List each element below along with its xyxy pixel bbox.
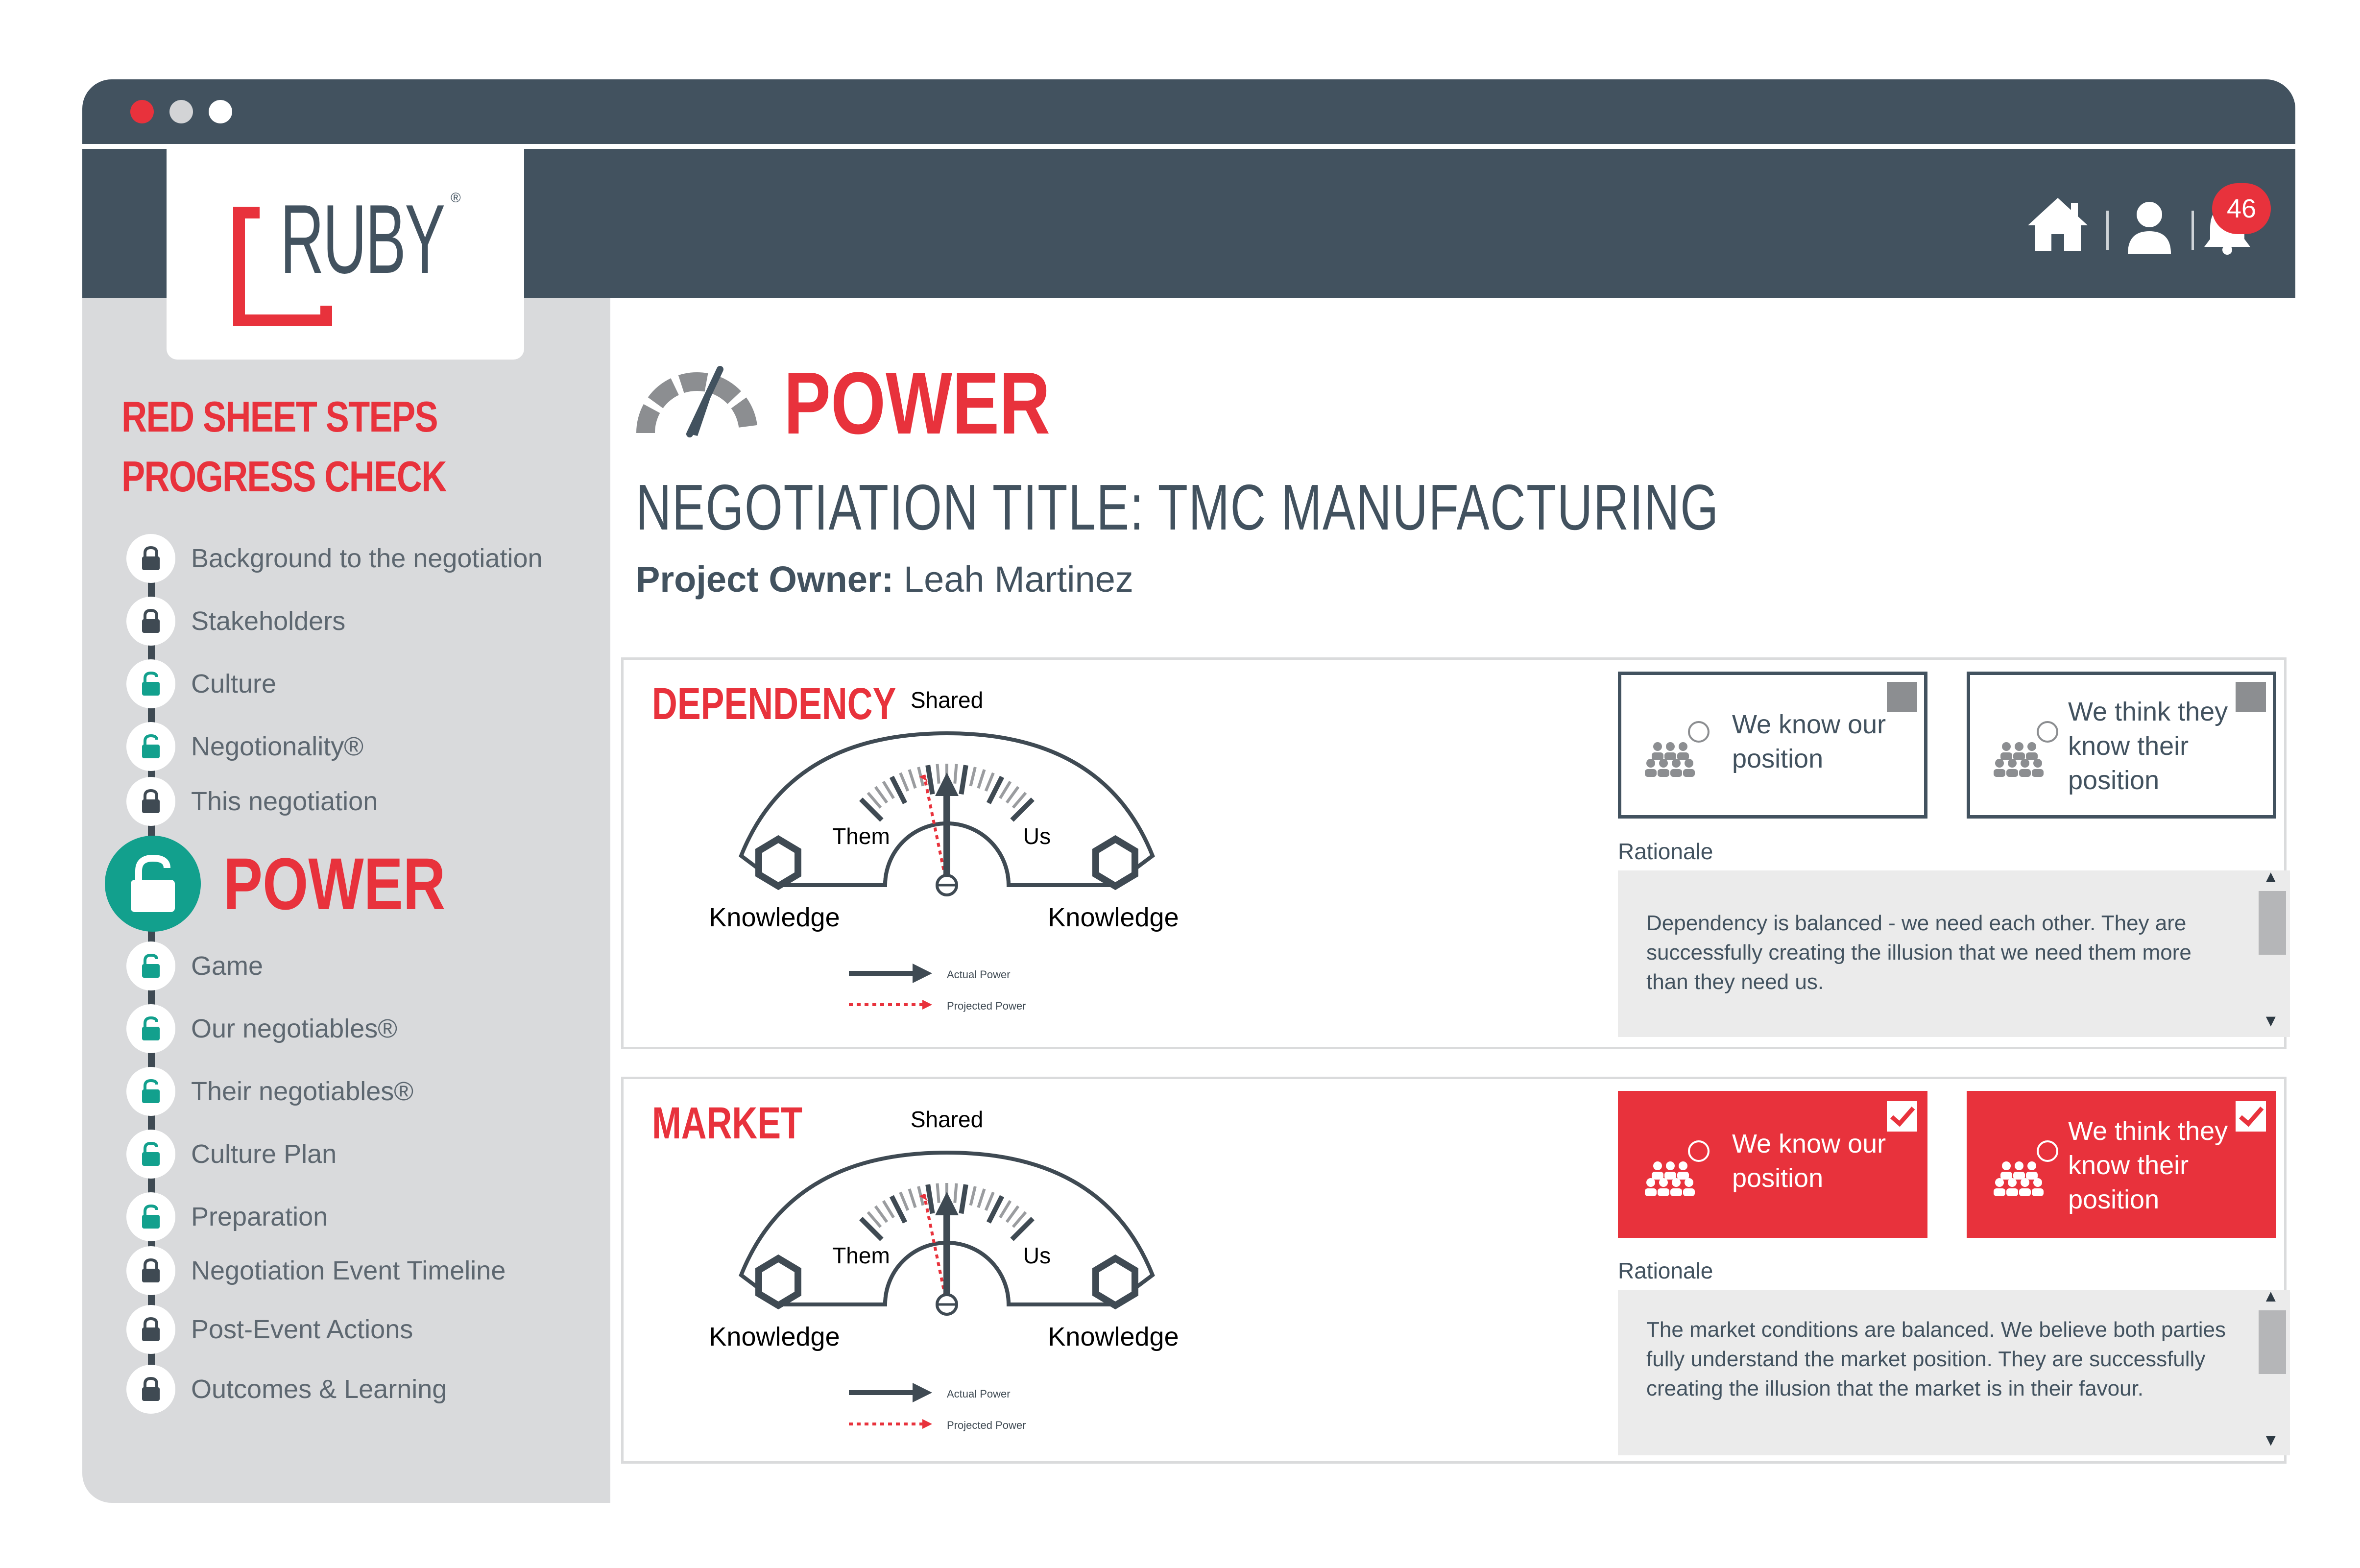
sidebar-step-label: Post-Event Actions xyxy=(191,1315,413,1344)
panel-title: MARKET xyxy=(652,1098,802,1148)
window-maximize-button[interactable] xyxy=(209,100,232,123)
sidebar-step-label: Culture Plan xyxy=(191,1139,337,1169)
gauge-right-knowledge: Knowledge xyxy=(1048,1322,1179,1351)
toggle-label: We think they know their position xyxy=(2068,1116,2228,1214)
power-factor-panel xyxy=(621,1077,2287,1464)
gauge-top-label: Shared xyxy=(910,687,984,713)
sidebar-step[interactable] xyxy=(126,1067,413,1116)
group-speech-icon xyxy=(1641,719,1710,778)
unlock-icon xyxy=(126,659,175,708)
lock-icon xyxy=(126,1365,175,1414)
projected-power-legend-arrow xyxy=(922,1419,932,1429)
they-know-their-position-toggle[interactable] xyxy=(1967,1091,2276,1238)
sidebar-step[interactable] xyxy=(126,941,263,990)
sidebar-step-current[interactable] xyxy=(105,836,501,932)
sidebar-step[interactable] xyxy=(126,1192,328,1241)
gauge-top-label: Shared xyxy=(910,1107,984,1132)
window-minimize-button[interactable] xyxy=(169,100,193,123)
unlock-icon xyxy=(126,1067,175,1116)
gauge-left-knowledge: Knowledge xyxy=(709,903,840,932)
notification-badge[interactable]: 46 xyxy=(2212,183,2271,234)
rationale-label: Rationale xyxy=(1618,839,1713,864)
we-know-our-position-toggle[interactable] xyxy=(1618,1091,1927,1238)
owner-label: Project Owner: xyxy=(636,559,894,600)
scrollbar-thumb[interactable] xyxy=(2259,891,2286,955)
sidebar-title-line2: PROGRESS CHECK xyxy=(121,452,446,501)
sidebar-step-label: Background to the negotiation xyxy=(191,544,543,573)
window-close-button[interactable] xyxy=(130,100,154,123)
lock-icon xyxy=(126,1246,175,1295)
sidebar-step-label: Game xyxy=(191,951,264,981)
titlebar-divider xyxy=(82,144,2295,149)
owner-name: Leah Martinez xyxy=(903,559,1133,600)
gauge-left-nut xyxy=(759,1258,798,1305)
scroll-down-arrow[interactable]: ▼ xyxy=(2263,1431,2279,1449)
scroll-up-arrow[interactable]: ▲ xyxy=(2263,1287,2279,1305)
sidebar-step-label: Their negotiables® xyxy=(191,1077,414,1106)
gauge-left-nut xyxy=(759,839,798,886)
sidebar-step-label: Stakeholders xyxy=(191,606,346,636)
unlock-icon xyxy=(126,941,175,990)
sidebar-step[interactable] xyxy=(126,777,378,826)
rationale-label: Rationale xyxy=(1618,1258,1713,1283)
sidebar-step[interactable] xyxy=(126,597,345,646)
gauge-left-label: Them xyxy=(832,1243,890,1268)
sidebar-step-label: POWER xyxy=(223,842,446,925)
toggle-label: We think they know their position xyxy=(2068,697,2228,795)
sidebar-step[interactable] xyxy=(126,534,543,583)
window-titlebar xyxy=(82,79,2295,144)
gauge-icon xyxy=(636,355,758,438)
unlock-icon xyxy=(126,722,175,771)
lock-icon xyxy=(126,534,175,583)
rationale-textarea[interactable] xyxy=(1618,870,2290,1037)
gauge-left-label: Them xyxy=(832,823,890,849)
group-speech-icon xyxy=(1990,1138,2058,1197)
gauge-tick xyxy=(955,764,956,784)
sidebar-step-label: Our negotiables® xyxy=(191,1014,398,1043)
sidebar-step-label: Negotiation Event Timeline xyxy=(191,1256,506,1285)
position-checkbox[interactable] xyxy=(2236,1101,2266,1132)
lock-icon xyxy=(126,1305,175,1354)
panel-title: DEPENDENCY xyxy=(652,679,896,729)
projected-power-legend-arrow xyxy=(922,1000,932,1010)
power-gauge xyxy=(702,679,1192,1032)
sidebar-step-label: Negotionality® xyxy=(191,732,363,761)
gauge-right-label: Us xyxy=(1023,1243,1051,1268)
gauge-right-label: Us xyxy=(1023,823,1051,849)
logo-registered-mark: ® xyxy=(451,190,461,205)
projected-power-legend-label: Projected Power xyxy=(947,1419,1026,1431)
position-checkbox[interactable] xyxy=(1887,1101,1917,1132)
page-title: POWER xyxy=(784,354,1051,453)
rationale-text: The market conditions are balanced. We believe both parties fully understand the market position. They are successfully creating the illusion that the market is in their favour. xyxy=(1646,1318,2226,1400)
actual-power-legend-arrow xyxy=(913,964,932,983)
gauge-left-knowledge: Knowledge xyxy=(709,1322,840,1351)
sidebar-step-label: Culture xyxy=(191,669,277,699)
they-know-their-position-toggle[interactable] xyxy=(1967,672,2276,819)
rationale-text: Dependency is balanced - we need each other. They are successfully creating the illusion that we need them more than they need us. xyxy=(1646,911,2191,994)
gauge-right-knowledge: Knowledge xyxy=(1048,903,1179,932)
sidebar-step[interactable] xyxy=(126,1365,447,1414)
gauge-right-nut xyxy=(1096,1258,1135,1305)
gauge-tick xyxy=(938,1183,939,1203)
logo-card xyxy=(167,149,524,360)
header-divider xyxy=(2191,211,2194,250)
gauge-tick xyxy=(938,764,939,784)
gauge-right-nut xyxy=(1096,839,1135,886)
lock-icon xyxy=(126,597,175,646)
group-speech-icon xyxy=(1990,719,2058,778)
lock-icon xyxy=(126,777,175,826)
gauge-tick xyxy=(955,1183,956,1203)
sidebar-step[interactable] xyxy=(126,1004,397,1053)
header-divider xyxy=(2106,211,2109,250)
sidebar-step[interactable] xyxy=(126,1246,506,1295)
position-checkbox[interactable] xyxy=(1887,682,1917,712)
power-factor-panel xyxy=(621,657,2287,1049)
sidebar-step[interactable] xyxy=(126,1305,413,1354)
project-owner xyxy=(636,558,1133,600)
projected-power-legend-label: Projected Power xyxy=(947,1000,1026,1012)
scroll-up-arrow[interactable]: ▲ xyxy=(2263,868,2279,886)
scrollbar-thumb[interactable] xyxy=(2259,1310,2286,1374)
unlocked-icon xyxy=(105,836,201,932)
sidebar-step[interactable] xyxy=(126,1130,337,1179)
power-gauge xyxy=(702,1099,1192,1451)
home-icon[interactable] xyxy=(2026,196,2090,253)
toggle-label: We know our position xyxy=(1732,710,1886,773)
unlock-icon xyxy=(126,1004,175,1053)
unlock-icon xyxy=(126,1130,175,1179)
sidebar-title xyxy=(121,387,446,507)
unlock-icon xyxy=(126,1192,175,1241)
logo-text: RUBY xyxy=(280,185,444,294)
toggle-label: We know our position xyxy=(1732,1129,1886,1193)
negotiation-title: NEGOTIATION TITLE: TMC MANUFACTURING xyxy=(636,471,1719,543)
sidebar-step[interactable] xyxy=(126,722,363,771)
sidebar-step-label: Preparation xyxy=(191,1202,328,1231)
sidebar-step-label: This negotiation xyxy=(191,787,378,816)
actual-power-legend-arrow xyxy=(913,1383,932,1402)
sidebar-step[interactable] xyxy=(126,659,276,708)
actual-power-legend-label: Actual Power xyxy=(947,1388,1011,1400)
rationale-textarea[interactable] xyxy=(1618,1290,2290,1455)
we-know-our-position-toggle[interactable] xyxy=(1618,672,1927,819)
scroll-down-arrow[interactable]: ▼ xyxy=(2263,1012,2279,1030)
group-speech-icon xyxy=(1641,1138,1710,1197)
actual-power-legend-label: Actual Power xyxy=(947,968,1011,981)
position-checkbox[interactable] xyxy=(2236,682,2266,712)
sidebar-step-label: Outcomes & Learning xyxy=(191,1375,447,1404)
user-icon[interactable] xyxy=(2124,200,2175,255)
sidebar-title-line1: RED SHEET STEPS xyxy=(121,392,438,441)
